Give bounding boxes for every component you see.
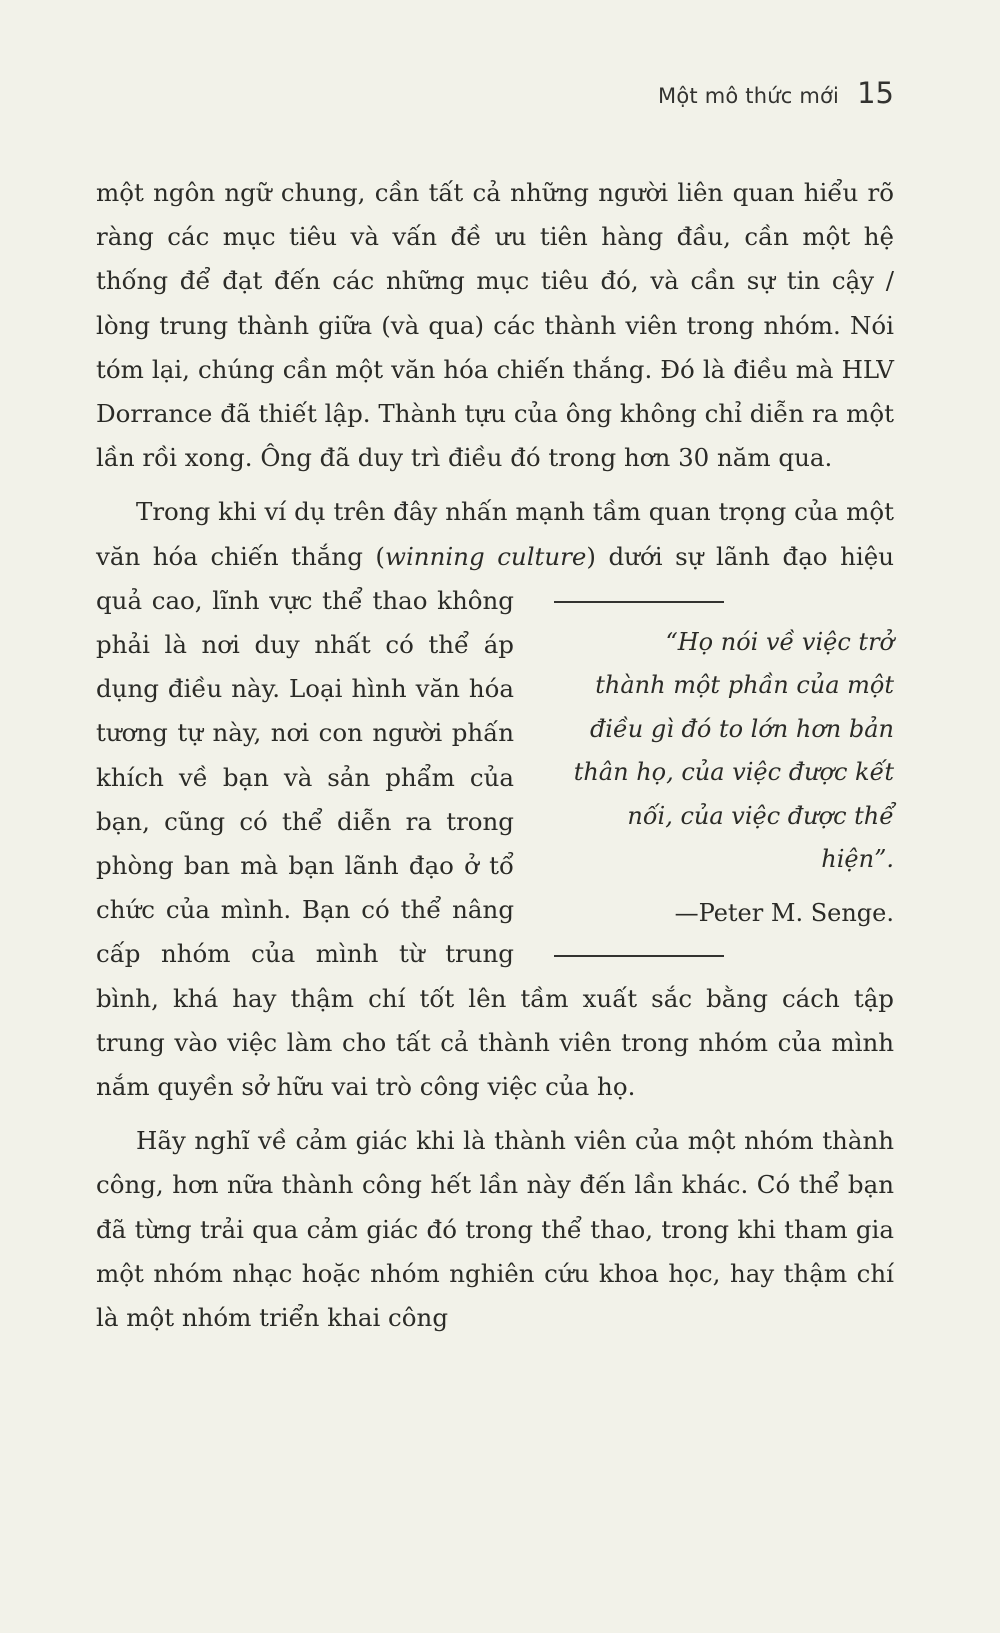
paragraph-2-remainder: ) dưới sự	[586, 541, 704, 571]
quote-top-rule	[554, 601, 724, 603]
paragraph-1: một ngôn ngữ chung, cần tất cả những người liên quan hiểu rõ ràng các mục tiêu và vấn đề ưu tiên hàng đầu, cần một hệ thống để đạt đến các những mục tiêu đó, và cần sự tin cậy / lòng trung thành giữa (và qua) các thành viên trong nhóm. Nói tóm lại, chúng cần một văn hóa chiến thắng. Đó là điều mà HLV Dorrance đã thiết lập. Thành tựu của ông không chỉ diễn ra một lần rồi xong. Ông đã duy trì điều đó trong hơn 30 năm qua.	[96, 178, 894, 473]
paragraph-2-italic-term: winning culture	[384, 541, 587, 571]
running-header	[658, 76, 894, 110]
page-number: 15	[857, 76, 894, 110]
paragraph-3: Hãy nghĩ về cảm giác khi là thành viên của một nhóm thành công, hơn nữa thành công hết lần này đến lần khác. Có thể bạn đã từng trải qua cảm giác đó trong thể thao, trong khi tham gia một nhóm nhạc hoặc nhóm nghiên cứu khoa học, hay thậm chí là một nhóm triển khai công	[96, 1126, 894, 1333]
chapter-title: Một mô thức mới	[658, 84, 840, 108]
quote-bottom-rule	[554, 955, 724, 957]
quote-text: “Họ nói về việc trở thành một phần của một điều gì đó to lớn hơn bản thân họ, của việc được kết nối, của việc được thể hiện”.	[573, 627, 894, 874]
paragraph-2-wrapped-text: lãnh đạo hiệu quả cao, lĩnh vực thể thao không phải là nơi duy nhất có thể áp dụng điều này. Loại hình văn hóa tương tự này, nơi con người phấn khích về bạn và sản phẩm của bạn, cũng có thể diễn ra trong phòng ban mà bạn lãnh đạo ở tổ chức của mình. Bạn có thể nâng cấp nhóm của mình từ trung bình, khá hay thậm chí tốt lên tầm xuất sắc bằng cách tập trung vào việc làm cho tất cả thành viên trong nhóm của mình nắm quyền sở hữu vai trò công việc của họ.	[96, 541, 894, 1102]
paragraph-2-start: Trong khi ví dụ trên đây nhấn mạnh tầm quan trọng của một văn hóa chiến thắng (	[96, 497, 894, 571]
quote-author: —Peter M. Senge.	[674, 898, 894, 927]
body-text	[96, 171, 894, 1340]
pull-quote	[554, 601, 894, 957]
paragraph-2	[96, 490, 894, 1109]
